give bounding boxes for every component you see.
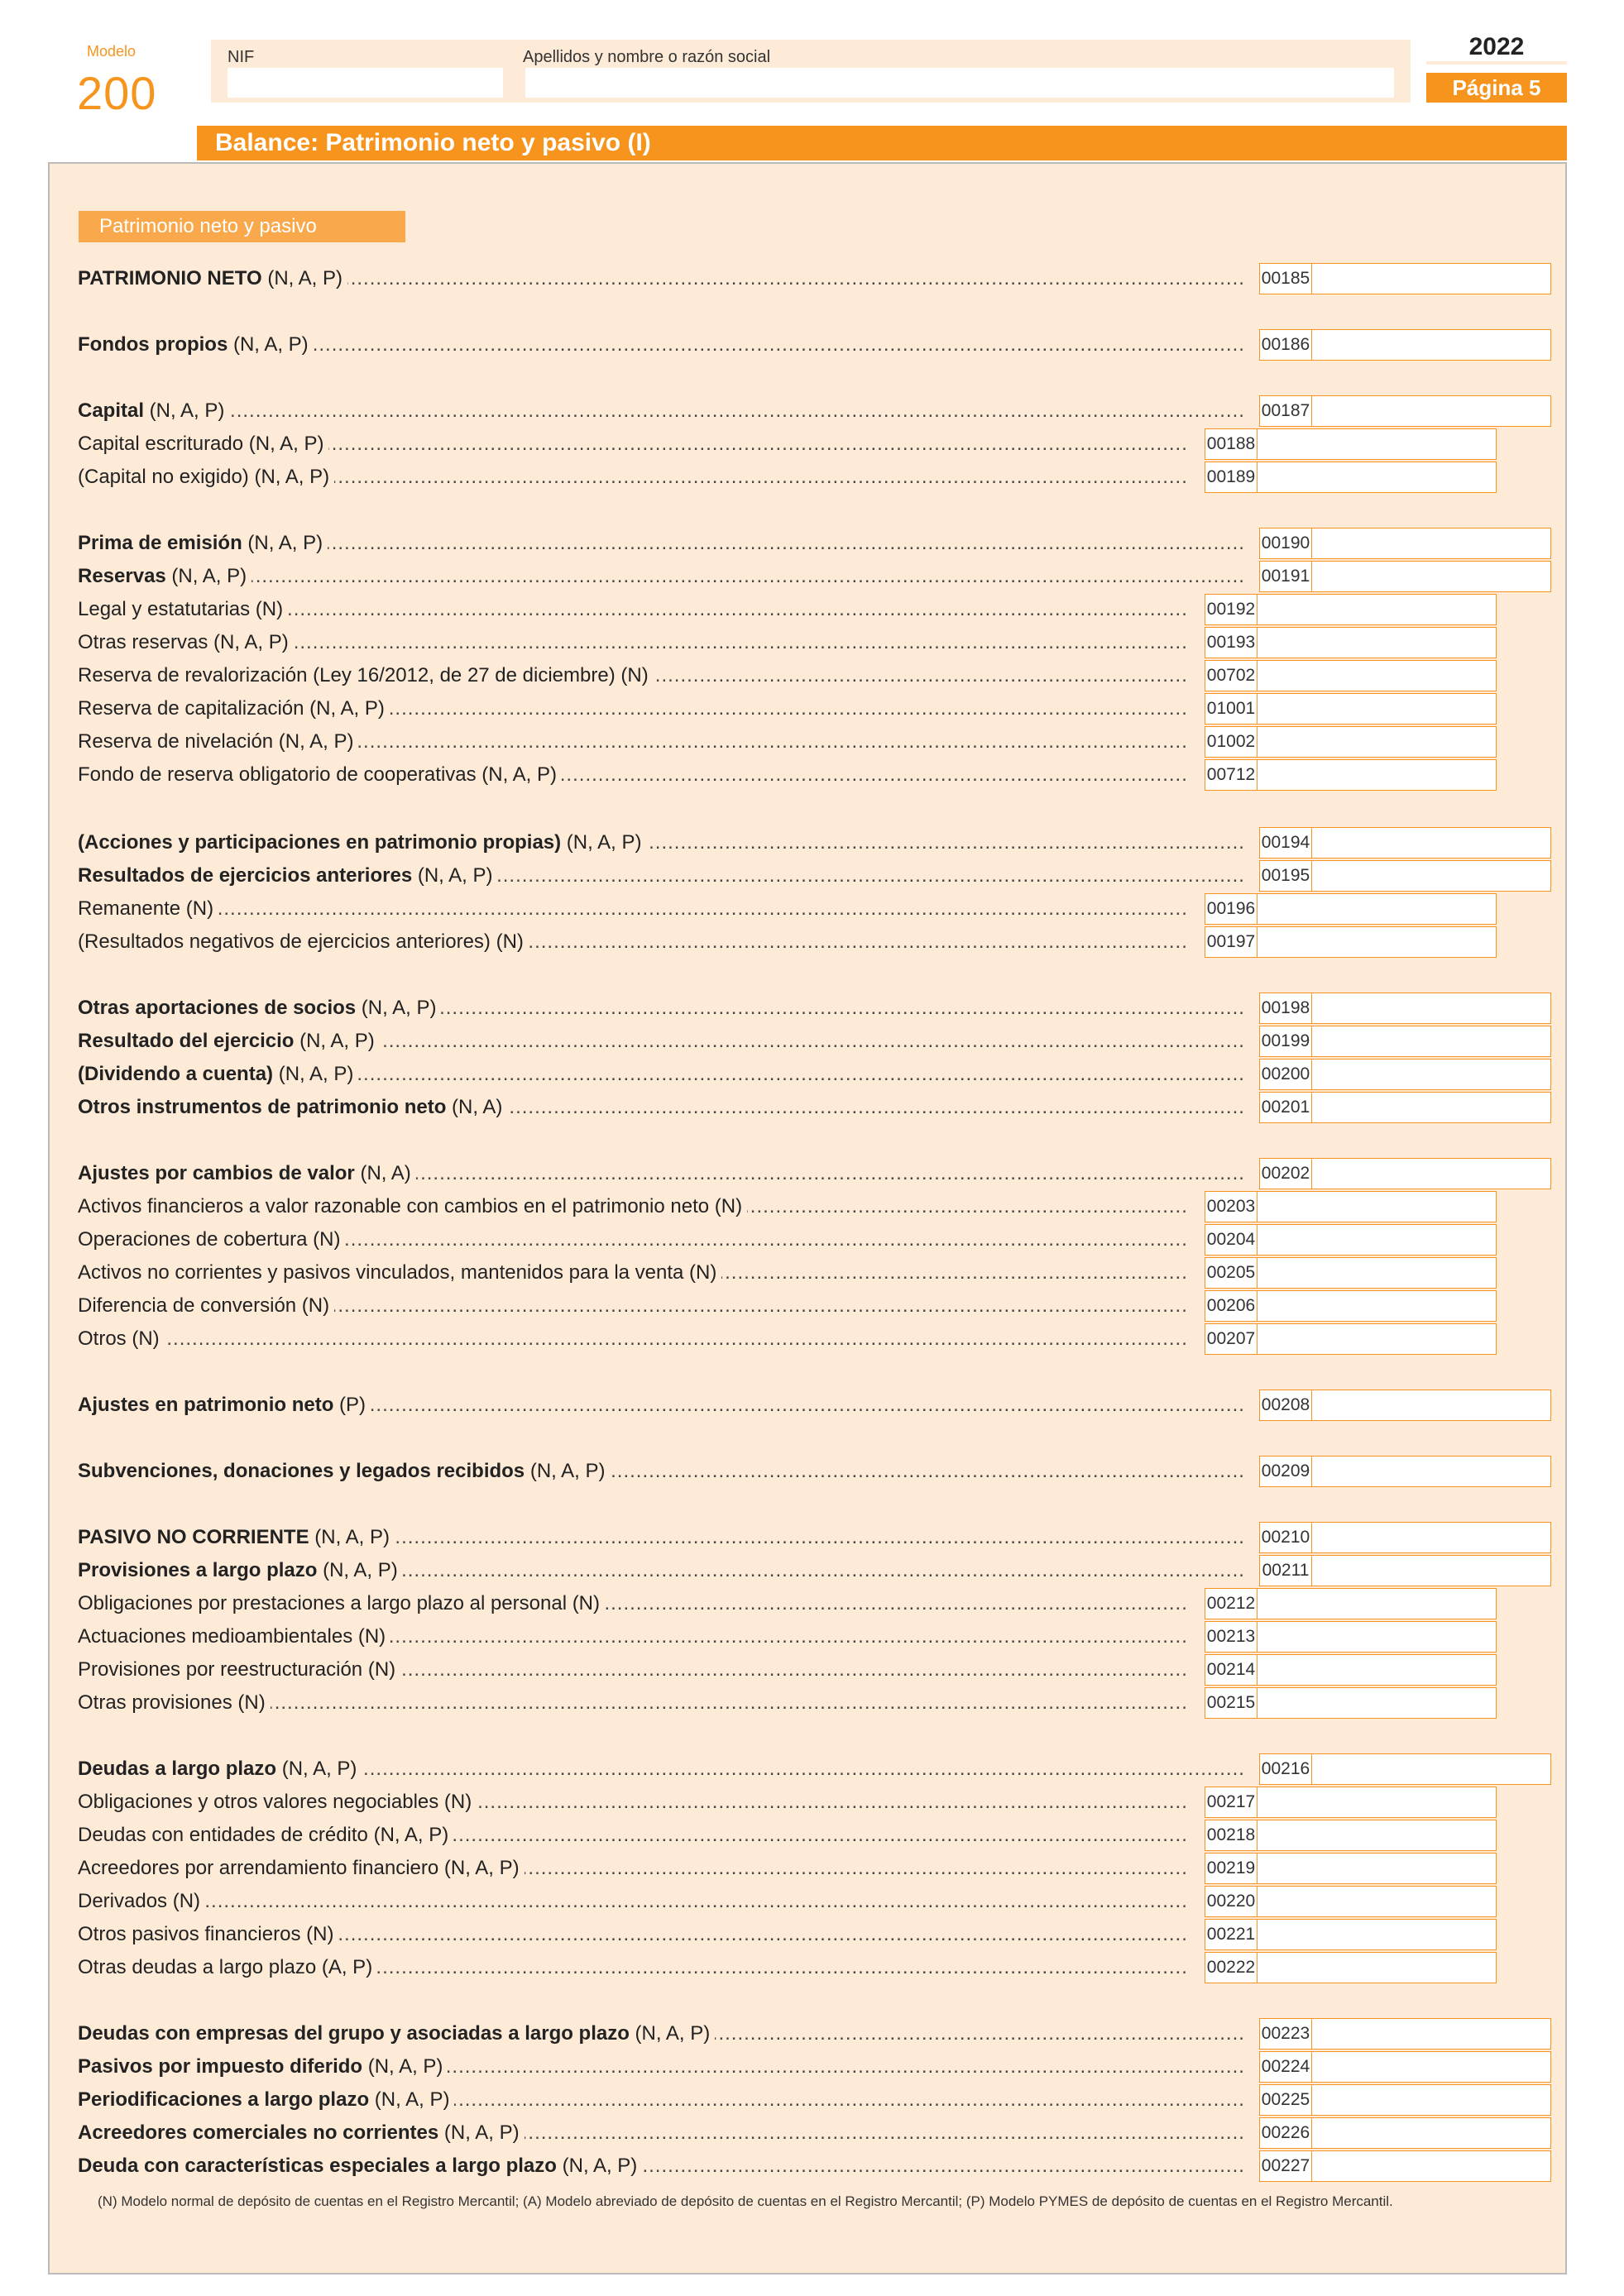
row-label-rest: (N, A, P) [525,1460,606,1482]
row-label-rest: (P) [333,1394,366,1416]
field-code: 00217 [1205,1787,1258,1818]
form-row [78,329,1310,361]
row-label-rest: (N, A, P) [556,2155,638,2177]
row-label-rest: Otras reservas (N, A, P) [78,631,289,653]
row-label-rest: (N, A, P) [356,997,437,1019]
row-label [78,627,294,658]
amount-input[interactable] [1312,263,1551,294]
row-label [78,2117,525,2149]
nif-field[interactable] [228,68,503,98]
form-row [78,1390,1310,1421]
row-label [78,1820,453,1851]
row-label-bold: Otros instrumentos de patrimonio neto [78,1096,447,1118]
row-label-rest: (Resultados negativos de ejercicios anteriores) (N) [78,930,524,953]
amount-input[interactable] [1258,759,1497,791]
row-label-rest: (Capital no exigido) (N, A, P) [78,466,330,488]
row-label-rest: Reserva de nivelación (N, A, P) [78,730,354,753]
field-code: 00189 [1205,462,1258,493]
amount-input[interactable] [1258,1224,1497,1256]
field-code: 00207 [1205,1323,1258,1355]
amount-input[interactable] [1312,2084,1551,2116]
form-row [78,594,1256,625]
amount-input[interactable] [1312,2051,1551,2083]
field-code: 00209 [1259,1456,1312,1487]
amount-input[interactable] [1312,993,1551,1024]
row-label-rest: Otras provisiones (N) [78,1691,266,1714]
row-label-bold: (Dividendo a cuenta) [78,1063,274,1085]
form-row [78,561,1310,592]
amount-input[interactable] [1312,1390,1551,1421]
field-code: 00212 [1205,1588,1258,1619]
form-row [78,1257,1256,1289]
row-label-bold: Subvenciones, donaciones y legados recibidos [78,1460,525,1482]
amount-input[interactable] [1312,2150,1551,2182]
row-label [78,1588,605,1619]
amount-input[interactable] [1312,827,1551,859]
section-tag: Patrimonio neto y pasivo [79,211,405,242]
row-label [78,2018,715,2050]
field-code: 01002 [1205,726,1258,758]
form-row [78,462,1256,493]
page-title: Balance: Patrimonio neto y pasivo (I) [215,129,651,156]
amount-input[interactable] [1258,1621,1497,1653]
field-code: 00193 [1205,627,1258,658]
row-label-bold: Deudas con empresas del grupo y asociadas a largo plazo [78,2022,630,2045]
amount-input[interactable] [1258,428,1497,460]
field-code: 00227 [1259,2150,1312,2182]
form-row [78,693,1256,725]
field-code: 00190 [1259,528,1312,559]
row-label [78,1092,507,1123]
row-label-bold: Prima de emisión [78,532,242,554]
form-row [78,1191,1256,1222]
amount-input[interactable] [1258,926,1497,958]
field-code: 00224 [1259,2051,1312,2083]
amount-input[interactable] [1258,627,1497,658]
form-row [78,1952,1256,1983]
row-label [78,1522,395,1553]
amount-input[interactable] [1312,1555,1551,1586]
row-label-rest: Obligaciones por prestaciones a largo plazo al personal (N) [78,1592,601,1614]
row-label-rest: Provisiones por reestructuración (N) [78,1658,396,1681]
field-code: 00202 [1259,1158,1312,1189]
row-label [78,1753,362,1785]
amount-input[interactable] [1258,1820,1497,1851]
row-label-rest: Activos financieros a valor razonable con cambios en el patrimonio neto (N) [78,1195,743,1217]
amount-input[interactable] [1258,726,1497,758]
amount-input[interactable] [1312,1092,1551,1123]
form-row [78,1555,1310,1586]
row-label [78,462,334,493]
form-row [78,993,1310,1024]
field-code: 00185 [1259,263,1312,294]
row-label-rest: (N, A, P) [144,399,225,422]
name-field[interactable] [525,68,1394,98]
form-row [78,1092,1310,1123]
form-row [78,2018,1310,2050]
amount-input[interactable] [1312,1522,1551,1553]
field-code: 00215 [1205,1687,1258,1719]
row-label [78,827,647,859]
form-row [78,759,1256,791]
row-label-bold: Resultados de ejercicios anteriores [78,864,413,887]
row-label-rest: (N, A, P) [276,1758,357,1780]
form-row [78,1787,1256,1818]
row-label-rest: (N, A, P) [561,831,642,854]
form-row [78,1753,1310,1785]
row-label [78,1687,271,1719]
amount-input[interactable] [1258,1588,1497,1619]
name-label: Apellidos y nombre o razón social [523,48,771,66]
amount-input[interactable] [1312,528,1551,559]
form-row [78,1820,1256,1851]
field-code: 00226 [1259,2117,1312,2149]
row-label-rest: (N, A, P) [438,2121,520,2144]
field-code: 00712 [1205,759,1258,791]
row-label-bold: Ajustes en patrimonio neto [78,1394,334,1416]
field-code: 00213 [1205,1621,1258,1653]
field-code: 00211 [1259,1555,1312,1586]
dot-leader [78,1323,1190,1355]
field-code: 00192 [1205,594,1258,625]
row-label-rest: Capital escriturado (N, A, P) [78,433,324,455]
row-label [78,1952,377,1983]
amount-input[interactable] [1258,693,1497,725]
row-label-rest: Deudas con entidades de crédito (N, A, P) [78,1824,449,1846]
modelo-number: 200 [77,67,157,119]
row-label [78,1158,416,1189]
row-label [78,1059,358,1090]
field-code: 00186 [1259,329,1312,361]
row-label-rest: Reserva de capitalización (N, A, P) [78,697,385,720]
form-row [78,1158,1310,1189]
row-label-rest: (N, A) [446,1096,503,1118]
field-code: 00201 [1259,1092,1312,1123]
row-label [78,428,328,460]
amount-input[interactable] [1258,1323,1497,1355]
row-label-rest: Acreedores por arrendamiento financiero (N, A, P) [78,1857,520,1879]
row-label [78,726,358,758]
amount-input[interactable] [1258,1886,1497,1917]
form-row [78,926,1256,958]
row-label [78,860,498,892]
row-label-rest: Otros (N) [78,1327,160,1350]
dot-leader [78,1886,1190,1917]
row-label [78,693,390,725]
form-row [78,660,1256,691]
amount-input[interactable] [1312,329,1551,361]
row-label-bold: Resultado del ejercicio [78,1030,295,1052]
row-label-bold: Deuda con características especiales a largo plazo [78,2155,557,2177]
nif-label: NIF [228,48,255,66]
row-label-rest: Reserva de revalorización (Ley 16/2012, de 27 de diciembre) (N) [78,664,649,686]
row-label-rest: Remanente (N) [78,897,214,920]
field-code: 00205 [1205,1257,1258,1289]
amount-input[interactable] [1258,462,1497,493]
field-code: 00221 [1205,1919,1258,1950]
amount-input[interactable] [1258,660,1497,691]
row-label [78,1919,338,1950]
row-label-rest: (N, A, P) [309,1526,390,1548]
row-label [78,528,328,559]
row-label-rest: (N, A, P) [629,2022,711,2045]
field-code: 00225 [1259,2084,1312,2116]
year-label: 2022 [1426,33,1567,65]
field-code: 00702 [1205,660,1258,691]
field-code: 00195 [1259,860,1312,892]
field-code: 00219 [1205,1853,1258,1884]
row-label [78,759,562,791]
dot-leader [78,893,1190,925]
row-label-rest: Legal y estatutarias (N) [78,598,284,620]
form-row [78,1919,1256,1950]
field-code: 00200 [1259,1059,1312,1090]
amount-input[interactable] [1312,860,1551,892]
amount-input[interactable] [1258,1952,1497,1983]
row-label [78,2051,448,2083]
dot-leader [78,395,1244,427]
row-label-bold: Deudas a largo plazo [78,1758,277,1780]
row-label [78,1290,334,1322]
row-label-rest: (N, A, P) [273,1063,354,1085]
row-label [78,1257,721,1289]
form-row [78,2051,1310,2083]
form-row [78,1588,1256,1619]
form-row [78,1059,1310,1090]
field-code: 00206 [1205,1290,1258,1322]
amount-input[interactable] [1258,1290,1497,1322]
field-code: 00199 [1259,1026,1312,1057]
form-row [78,1323,1256,1355]
field-code: 00218 [1205,1820,1258,1851]
amount-input[interactable] [1312,1158,1551,1189]
field-code: 00198 [1259,993,1312,1024]
row-label [78,1787,477,1818]
amount-input[interactable] [1258,594,1497,625]
field-code: 00197 [1205,926,1258,958]
form-row [78,1522,1310,1553]
row-label [78,1886,205,1917]
form-row [78,1290,1256,1322]
row-label-rest: (N, A, P) [412,864,493,887]
row-label-bold: PASIVO NO CORRIENTE [78,1526,309,1548]
form-row [78,1687,1256,1719]
page-badge: Página 5 [1426,73,1567,103]
row-label [78,926,529,958]
form-row [78,827,1310,859]
row-label-rest: (N, A, P) [317,1559,398,1581]
row-label-bold: Ajustes por cambios de valor [78,1162,355,1184]
row-label [78,1621,390,1653]
row-label [78,1555,403,1586]
row-label-rest: (N, A, P) [261,267,343,289]
row-label-rest: (N, A, P) [165,565,247,587]
amount-input[interactable] [1258,1191,1497,1222]
amount-input[interactable] [1312,2117,1551,2149]
row-label-rest: (N, A) [354,1162,411,1184]
row-label-bold: Reservas [78,565,166,587]
row-label-bold: (Acciones y participaciones en patrimonio propias) [78,831,562,854]
field-code: 00196 [1205,893,1258,925]
form-row [78,2117,1310,2149]
row-label-rest: (N, A, P) [242,532,323,554]
row-label-rest: Derivados (N) [78,1890,201,1912]
form-row [78,627,1256,658]
field-code: 00222 [1205,1952,1258,1983]
form-row [78,893,1256,925]
row-label-rest: (N, A, P) [228,333,309,356]
amount-input[interactable] [1258,1687,1497,1719]
modelo-label: Modelo [87,43,137,60]
row-label [78,993,441,1024]
row-label-bold: Fondos propios [78,333,228,356]
field-code: 00191 [1259,561,1312,592]
amount-input[interactable] [1312,561,1551,592]
amount-input[interactable] [1312,1059,1551,1090]
form-row [78,1654,1256,1686]
footnote: (N) Modelo normal de depósito de cuentas en el Registro Mercantil; (A) Modelo abreviado de depósito de cuentas en el Registro Mercantil; (P) Modelo PYMES de depósito de cuentas en el Registro Mercantil. [98,2193,1393,2209]
row-label [78,561,252,592]
field-code: 00223 [1259,2018,1312,2050]
row-label [78,2084,454,2116]
row-label [78,329,314,361]
field-code: 00187 [1259,395,1312,427]
row-label [78,1224,345,1256]
row-label [78,1456,611,1487]
form-row [78,726,1256,758]
field-code: 00210 [1259,1522,1312,1553]
field-code: 00216 [1259,1753,1312,1785]
row-label [78,660,654,691]
form-row [78,528,1310,559]
form-row [78,2084,1310,2116]
field-code: 00214 [1205,1654,1258,1686]
row-label [78,1654,400,1686]
amount-input[interactable] [1258,1787,1497,1818]
row-label [78,1026,380,1057]
row-label-rest: Activos no corrientes y pasivos vinculados, mantenidos para la venta (N) [78,1261,717,1284]
row-label [78,893,218,925]
row-label-rest: Otras deudas a largo plazo (A, P) [78,1956,373,1978]
row-label-rest: (N, A, P) [362,2055,443,2078]
row-label [78,1323,165,1355]
row-label [78,263,347,294]
form-row [78,1621,1256,1653]
dot-leader [78,561,1244,592]
field-code: 00220 [1205,1886,1258,1917]
form-row [78,1224,1256,1256]
form-row [78,1456,1310,1487]
form-row [78,860,1310,892]
row-label-bold: Periodificaciones a largo plazo [78,2088,370,2111]
row-label-rest: Operaciones de cobertura (N) [78,1228,341,1251]
field-code: 00204 [1205,1224,1258,1256]
field-code: 01001 [1205,693,1258,725]
row-label [78,1191,747,1222]
row-label-rest: (N, A, P) [369,2088,450,2111]
row-label [78,1853,525,1884]
row-label-rest: Otros pasivos financieros (N) [78,1923,334,1945]
amount-input[interactable] [1312,1456,1551,1487]
form-row [78,1886,1256,1917]
amount-input[interactable] [1312,1753,1551,1785]
row-label-rest: Actuaciones medioambientales (N) [78,1625,386,1648]
row-label-rest: (N, A, P) [294,1030,375,1052]
row-label-rest: Fondo de reserva obligatorio de cooperativas (N, A, P) [78,763,557,786]
row-label [78,1390,371,1421]
form-row [78,2150,1310,2182]
row-label-bold: Otras aportaciones de socios [78,997,357,1019]
amount-input[interactable] [1312,1026,1551,1057]
field-code: 00188 [1205,428,1258,460]
row-label-bold: PATRIMONIO NETO [78,267,262,289]
row-label-bold: Capital [78,399,145,422]
row-label-bold: Pasivos por impuesto diferido [78,2055,363,2078]
amount-input[interactable] [1312,2018,1551,2050]
amount-input[interactable] [1258,893,1497,925]
form-row [78,263,1310,294]
field-code: 00208 [1259,1390,1312,1421]
amount-input[interactable] [1258,1919,1497,1950]
form-row [78,1026,1310,1057]
field-code: 00203 [1205,1191,1258,1222]
amount-input[interactable] [1258,1654,1497,1686]
row-label [78,395,229,427]
row-label-rest: Diferencia de conversión (N) [78,1294,330,1317]
form-row [78,395,1310,427]
amount-input[interactable] [1312,395,1551,427]
form-row [78,1853,1256,1884]
row-label-bold: Acreedores comerciales no corrientes [78,2121,439,2144]
field-code: 00194 [1259,827,1312,859]
form-row [78,428,1256,460]
row-label-bold: Provisiones a largo plazo [78,1559,318,1581]
row-label [78,2150,642,2182]
row-label [78,594,288,625]
amount-input[interactable] [1258,1257,1497,1289]
amount-input[interactable] [1258,1853,1497,1884]
row-label-rest: Obligaciones y otros valores negociables (N) [78,1791,472,1813]
